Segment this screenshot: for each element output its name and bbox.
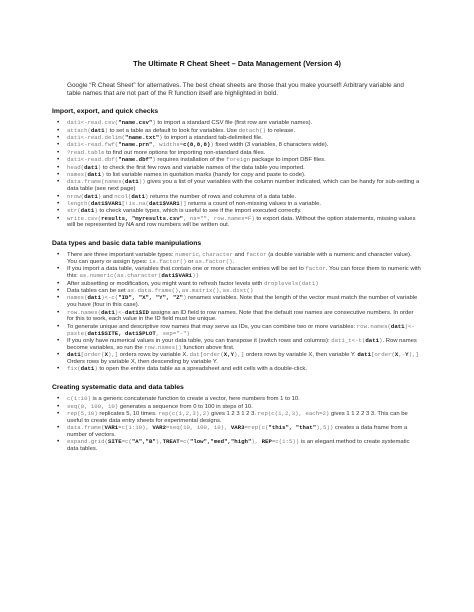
code-snippet: ) <box>379 336 383 344</box>
code-snippet: numeric <box>175 251 199 259</box>
list-item <box>67 310 422 324</box>
item-text: . Row names become variables, so run the <box>67 337 417 351</box>
code-snippet: dat1 <box>365 336 380 344</box>
code-snippet: dat1 <box>390 322 405 330</box>
item-text: If you only have numerical values in your data table, you can transpose it (switch rows and columns): <box>67 337 332 344</box>
code-snippet: "low","med","high" <box>189 438 252 446</box>
intro-paragraph: Google “R Cheat Sheet” for alternatives. The best cheat sheets are those that you make yourself! Arbitrary variable and table names that are not part of the R function itself are highlighted in bold. <box>67 82 404 97</box>
list-item <box>67 425 422 439</box>
code-snippet: dat1 <box>357 351 371 359</box>
code-snippet: ), <box>155 438 163 446</box>
code-snippet: VAR2 <box>152 424 166 432</box>
code-snippet: )<- <box>114 308 126 316</box>
code-snippet: =c(1:5)) <box>271 438 300 446</box>
item-text: or <box>186 259 196 266</box>
item-text: to open the entire data table as a spreadsheet and edit cells with a double-click. <box>97 366 307 373</box>
item-text: renames variables. Note that the length of the vector must match the number of variable you have (four in this case). <box>67 295 418 309</box>
item-text: orders rows by variable X. <box>118 352 190 359</box>
code-snippet: row.names() <box>144 343 182 351</box>
item-text: . <box>232 259 235 266</box>
list-item <box>67 439 422 453</box>
code-snippet: as.matrix() <box>181 287 220 295</box>
list-item <box>67 396 422 403</box>
item-text: generates a sequence from 0 to 100 in steps of 10. <box>118 403 253 410</box>
code-snippet: ),] <box>408 351 419 359</box>
code-snippet: is.factor() <box>148 258 187 266</box>
item-text: to find out more options for importing non-standard data files. <box>104 149 266 156</box>
code-snippet: dat1 <box>84 192 98 200</box>
code-snippet: length( <box>67 199 91 207</box>
code-snippet: droplevels(dat1) <box>264 279 319 287</box>
code-snippet: dat1 <box>101 308 115 316</box>
code-snippet: c(8,8,8) <box>183 141 211 149</box>
code-snippet: "ID", "X", "Y", "Z" <box>118 294 184 302</box>
code-snippet: [!is.na( <box>121 199 149 207</box>
code-snippet: ,- <box>398 351 406 359</box>
item-text: to check variable types, which is useful to see if the import executed correctly. <box>97 208 302 215</box>
code-snippet: as.dist() <box>222 287 254 295</box>
item-text: to import a standard tab-delimited file. <box>162 134 263 141</box>
code-snippet: seq(0, 100, 10) <box>67 402 119 410</box>
list-item <box>67 324 422 338</box>
item-text: to release. <box>265 127 296 134</box>
code-snippet: =c(1:10), <box>118 424 153 432</box>
list-item <box>67 366 422 373</box>
list-item <box>67 404 422 411</box>
item-text: Data tables can be set <box>67 288 128 295</box>
code-snippet: TREAT <box>162 438 180 446</box>
code-snippet: VAR1 <box>104 424 119 432</box>
item-text: replicates 5, 10 times. <box>97 410 159 417</box>
code-snippet: dat1 <box>80 365 95 373</box>
list-item <box>67 266 422 280</box>
item-text: to import a standard CSV file (first row are variable names). <box>155 120 313 127</box>
code-snippet: ) <box>97 192 102 200</box>
code-snippet: dat1 <box>84 163 98 171</box>
code-snippet: SITE <box>107 438 122 446</box>
code-snippet: [order( <box>370 351 395 359</box>
code-snippet: =rep(c( <box>244 424 269 432</box>
code-snippet: [order( <box>80 351 105 359</box>
code-snippet: X,Y <box>223 351 234 359</box>
code-snippet: )] <box>179 199 187 207</box>
item-text: gives 1 1 2 2 3 3. This can be useful to create data entry sheets for experimental designs. <box>67 410 408 424</box>
code-snippet: "this", "that" <box>268 424 317 432</box>
list-item <box>67 411 422 425</box>
code-snippet: str( <box>67 207 81 215</box>
code-snippet: c(1:10) <box>67 395 91 403</box>
code-snippet: dat1$VAR1 <box>161 272 193 280</box>
code-snippet: ) <box>94 207 98 215</box>
code-snippet: ) <box>145 192 149 200</box>
code-snippet: ncol( <box>114 192 132 200</box>
section-heading-creating-systematic-data-and-data-tables: Creating systematic data and data tables <box>52 384 184 392</box>
code-snippet: attach( <box>67 126 91 134</box>
code-snippet: write.csv( <box>67 214 102 222</box>
code-snippet: dat1$SITE, dat1$PLOT <box>87 329 156 337</box>
code-snippet: ),] <box>107 351 119 359</box>
item-text: to set a table as default to look for variables. Use <box>107 127 239 134</box>
code-snippet: ) <box>159 133 163 141</box>
list-item <box>67 252 422 266</box>
code-snippet: nrow( <box>67 192 85 200</box>
code-snippet: "name.prn" <box>118 141 153 149</box>
item-text: , <box>178 288 182 295</box>
code-snippet: "name.csv" <box>118 119 153 127</box>
code-snippet: ?read.table <box>67 148 105 156</box>
code-snippet: dat1<-read.csv( <box>67 119 119 127</box>
code-snippet: factor <box>246 251 267 259</box>
code-snippet: )<-paste( <box>67 322 415 337</box>
code-snippet: dat1 <box>87 170 102 178</box>
item-text: orders rows by variable X, then variable Y. <box>244 352 358 359</box>
code-snippet: )) <box>138 178 146 186</box>
code-snippet: row.names( <box>356 322 391 330</box>
code-snippet: head( <box>67 163 85 171</box>
code-snippet: dat[order( <box>189 351 224 359</box>
code-snippet: ),5)) <box>316 424 334 432</box>
code-snippet: character <box>202 251 233 259</box>
section-heading-data-types-and-basic-data-table-manipulations: Data types and basic data table manipulations <box>52 240 202 248</box>
code-snippet: ) <box>210 141 214 149</box>
code-snippet: X <box>394 351 399 359</box>
item-text: There are three important variable types: <box>67 252 176 259</box>
code-snippet: dat1<-read.fwf( <box>67 141 119 149</box>
bullet-list <box>52 120 422 229</box>
code-snippet: ) <box>94 365 98 373</box>
code-snippet: "name.txt" <box>125 133 160 141</box>
item-text: (a double variable with a numeric and character value). You can query or assign types: <box>67 252 412 266</box>
code-snippet: dat1$VAR1 <box>148 199 180 207</box>
code-snippet: ),] <box>234 351 245 359</box>
code-snippet: , sep="-") <box>155 329 190 337</box>
code-snippet: fix( <box>67 365 81 373</box>
item-text: returns the number of rows and columns of a data table. <box>148 193 297 200</box>
item-text: and <box>101 193 115 200</box>
item-text: To generate unique and descriptive row names that may serve as IDs, you can combine two or more variables: <box>67 323 357 330</box>
code-snippet: names( <box>67 170 88 178</box>
item-text: package to import DBF files. <box>250 157 326 164</box>
item-text: returns a count of non-missing values in a variable. <box>186 200 322 207</box>
code-snippet: ) <box>183 294 187 302</box>
item-text: gives you a list of your variables with the column number indicated, which can be handy for sub-setting a data table (see next page) <box>67 179 420 193</box>
list-item <box>67 295 422 309</box>
code-snippet: Y <box>405 351 409 359</box>
item-text: requires installation of the <box>155 157 227 164</box>
code-snippet: =seq(10, 100, 10), <box>166 424 231 432</box>
code-snippet: as.data.frame() <box>127 287 179 295</box>
code-snippet: dat1 <box>131 192 145 200</box>
item-text: . You can force them to numeric with this: <box>67 266 421 280</box>
list-item <box>67 201 422 208</box>
code-snippet: dat1 <box>125 178 139 186</box>
code-snippet: , na="", row.names=F) <box>183 214 255 222</box>
list-item <box>67 179 422 193</box>
code-snippet: rep(c(1,2,3),2) <box>158 409 210 417</box>
code-snippet: dat1 <box>90 126 105 134</box>
bullet-list <box>52 396 422 453</box>
bullet-list <box>52 252 422 373</box>
code-snippet: REP <box>261 438 272 446</box>
code-snippet: ) <box>104 126 108 134</box>
code-snippet: rep(5,10) <box>67 409 98 417</box>
code-snippet: ), <box>251 438 262 446</box>
list-item <box>67 216 422 230</box>
code-snippet: dat1 <box>67 351 81 359</box>
item-text: If you import a data table, variables that contain one or more character entries will be set to <box>67 266 306 273</box>
item-text: assigns an ID field to row names. Note that the default row names are consecutive numbers. In order for this to work, each value in the ID field must be unique. <box>67 309 414 323</box>
code-snippet: VAR3 <box>230 424 245 432</box>
code-snippet: =c( <box>121 438 132 446</box>
code-snippet: "name.dbf" <box>118 156 153 164</box>
code-snippet: results, "myresults.csv" <box>101 214 184 222</box>
code-snippet: dat1$ID <box>125 308 149 316</box>
code-snippet: "A","B" <box>131 438 156 446</box>
code-snippet: data.frame(names( <box>67 178 126 186</box>
code-snippet: dat1_t<-t( <box>331 336 366 344</box>
item-text: gives 1 2 3 1 2 3. <box>209 410 258 417</box>
code-snippet: dat1$VAR1 <box>90 199 122 207</box>
item-text: , <box>219 288 223 295</box>
code-snippet: , widths= <box>152 141 184 149</box>
page-title: The Ultimate R Cheat Sheet – Data Management (Version 4) <box>133 59 341 68</box>
item-text: creates a data frame from a number of vectors. <box>67 425 408 438</box>
list-item <box>67 165 422 172</box>
list-item <box>67 157 422 164</box>
code-snippet: as.factor() <box>195 258 233 266</box>
code-snippet: foreign <box>226 156 251 164</box>
code-snippet: )<-c( <box>101 294 119 302</box>
code-snippet: =c( <box>179 438 190 446</box>
item-text: After subsetting or modification, you might want to refresh factor levels with <box>67 280 265 287</box>
list-item <box>67 142 422 149</box>
code-snippet: dat1 <box>87 294 102 302</box>
item-text: Orders rows by variable X, then descending by variable Y. <box>67 358 218 365</box>
code-snippet: X <box>104 351 108 359</box>
code-snippet: detach() <box>238 126 266 134</box>
sections-container <box>52 108 422 453</box>
item-text: fixed width (3 variables, 8 characters wide). <box>213 142 329 149</box>
code-snippet: ) <box>97 163 102 171</box>
code-snippet: factor <box>305 265 326 273</box>
code-snippet: ) <box>152 156 156 164</box>
item-text: is a generic concatenate function to create a vector, here numbers from 1 to 10. <box>90 396 300 403</box>
item-text: to check the first few rows and variable names of the data table you imported. <box>101 164 305 171</box>
code-snippet: names( <box>67 294 88 302</box>
code-snippet: dat1<-read.dbf( <box>67 156 119 164</box>
item-text: is an elegant method to create systematic data tables. <box>67 439 410 453</box>
item-text: to export data. Without the option statements, missing values will be represented by NA and row numbers will be written out. <box>67 215 416 229</box>
item-text: , <box>198 252 203 259</box>
code-snippet: )) <box>192 272 199 280</box>
code-snippet: data.frame( <box>67 424 105 432</box>
item-text: and <box>232 252 247 259</box>
item-text: to list variable names in quotation marks (handy for copy and paste to code). <box>104 171 306 178</box>
list-item <box>67 338 422 352</box>
code-snippet: dat1 <box>80 207 95 215</box>
item-text: function above first. <box>181 344 235 351</box>
section-heading-import-export-and-quick-checks: Import, export, and quick checks <box>52 108 159 116</box>
code-snippet: ) <box>152 119 156 127</box>
code-snippet: as.numeric(as.character( <box>79 272 162 280</box>
code-snippet: expand.grid( <box>67 438 108 446</box>
code-snippet: row.names( <box>67 308 102 316</box>
code-snippet: dat1<-read.delim( <box>67 133 126 141</box>
code-snippet: ) <box>101 170 105 178</box>
code-snippet: rep(c(1,2,3), each=2) <box>257 409 330 417</box>
list-item <box>67 352 422 366</box>
